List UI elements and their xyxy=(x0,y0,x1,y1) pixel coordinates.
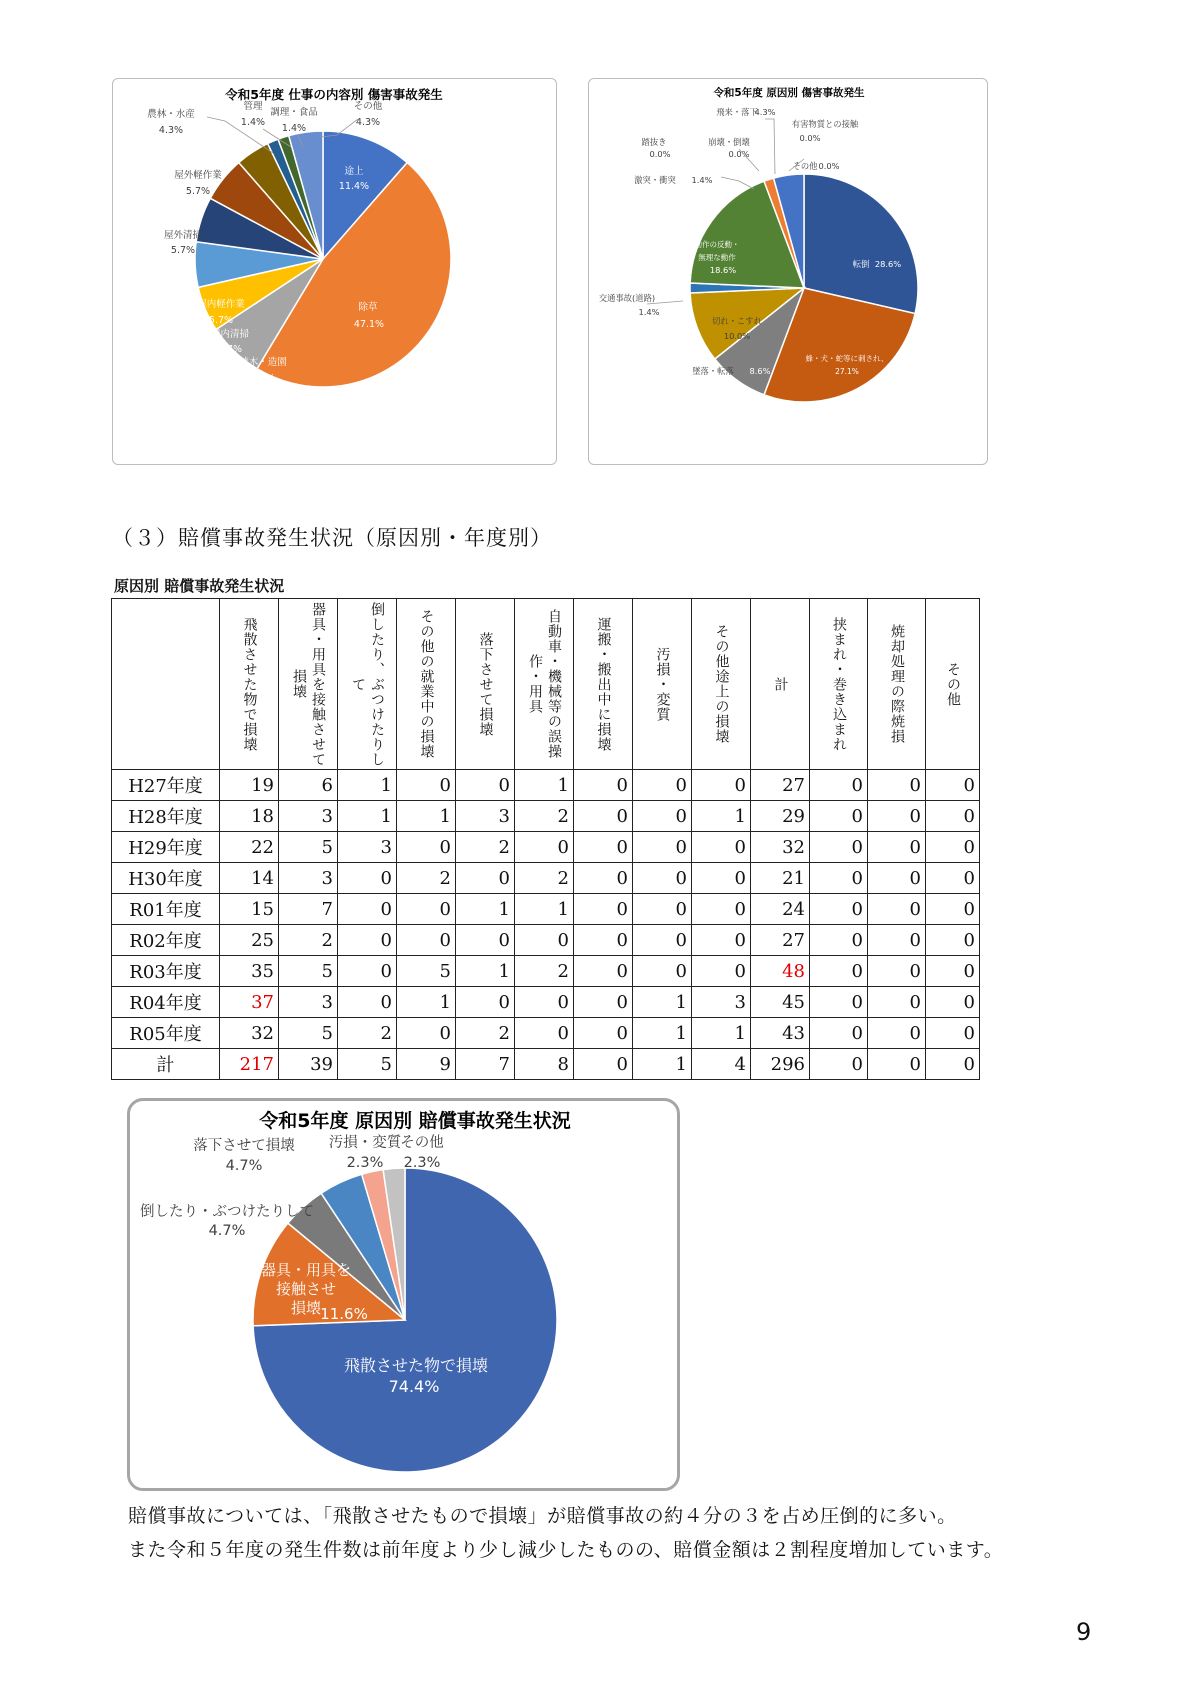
table-cell: 2 xyxy=(338,1018,397,1049)
table-cell: 1 xyxy=(456,894,515,925)
table-cell: 0 xyxy=(810,894,868,925)
table-cell: 2 xyxy=(397,863,456,894)
table-row xyxy=(112,832,980,863)
column-header xyxy=(515,599,574,770)
table-cell: 0 xyxy=(810,832,868,863)
row-label: R05年度 xyxy=(112,1018,220,1049)
table-cell: 1 xyxy=(633,1018,692,1049)
table-cell: 0 xyxy=(926,956,980,987)
value-label: 11.6% xyxy=(320,1305,368,1323)
category-label: 屋内軽作業 xyxy=(197,299,245,310)
column-header-label: 自動車・機械等の誤操作・用具 xyxy=(527,609,562,759)
table-cell: 0 xyxy=(574,894,633,925)
row-label: H28年度 xyxy=(112,801,220,832)
category-label: 墜落・転落 xyxy=(692,366,734,376)
column-header-label: 器具・用具を接触させて損壊 xyxy=(291,601,326,767)
chart-title: 令和5年度 原因別 賠償事故発生状況 xyxy=(259,1110,571,1132)
value-label: 28.6% xyxy=(874,259,902,269)
table-cell: 0 xyxy=(397,832,456,863)
table-cell: 296 xyxy=(751,1049,810,1080)
table-cell: 0 xyxy=(574,956,633,987)
table-cell: 0 xyxy=(692,894,751,925)
table-cell: 0 xyxy=(692,770,751,801)
table-cell: 5 xyxy=(279,832,338,863)
column-header-label: その他の就業中の損壊 xyxy=(418,609,435,759)
table-cell: 9 xyxy=(397,1049,456,1080)
value-label: 27.1% xyxy=(835,367,859,376)
category-label: 飛来・落下 xyxy=(716,107,758,117)
table-cell: 0 xyxy=(515,987,574,1018)
table-cell: 0 xyxy=(868,1049,926,1080)
table-cell: 0 xyxy=(338,925,397,956)
table-cell: 5 xyxy=(279,1018,338,1049)
table-cell: 0 xyxy=(574,1018,633,1049)
table-cell: 0 xyxy=(338,987,397,1018)
table-cell: 0 xyxy=(633,770,692,801)
category-label: 交通事故(道路) xyxy=(598,293,656,303)
column-header xyxy=(868,599,926,770)
column-header xyxy=(633,599,692,770)
value-label: 74.4% xyxy=(388,1377,440,1396)
table-cell: 1 xyxy=(515,770,574,801)
table-cell: 0 xyxy=(868,863,926,894)
table-cell: 0 xyxy=(810,925,868,956)
table-cell: 0 xyxy=(515,832,574,863)
column-header-label: 飛散させた物で損壊 xyxy=(241,616,258,752)
summary-line-1: 賠償事故については、「飛散させたもので損壊」が賠償事故の約４分の３を占め圧倒的に多い。 xyxy=(128,1505,957,1527)
table-cell: 0 xyxy=(456,987,515,1018)
row-label: 計 xyxy=(112,1049,220,1080)
value-label: 10.0% xyxy=(723,331,751,341)
table-cell: 25 xyxy=(220,925,279,956)
pie-chart-2 xyxy=(589,79,987,464)
table-cell: 1 xyxy=(456,956,515,987)
column-header-label: 落下させて損壊 xyxy=(477,631,494,737)
table-cell: 0 xyxy=(868,987,926,1018)
category-label: 落下させて損壊 xyxy=(193,1138,295,1154)
value-label: 2.3% xyxy=(403,1155,441,1171)
value-label: 0.0% xyxy=(799,133,821,143)
table-cell: 0 xyxy=(633,801,692,832)
table-cell: 0 xyxy=(926,801,980,832)
compensation-accident-table xyxy=(111,598,980,1080)
table-cell: 0 xyxy=(633,925,692,956)
table-row xyxy=(112,1049,980,1080)
table-cell: 0 xyxy=(692,925,751,956)
table-cell: 0 xyxy=(810,1018,868,1049)
table-cell: 0 xyxy=(810,801,868,832)
table-cell: 0 xyxy=(574,1049,633,1080)
table-cell: 0 xyxy=(397,894,456,925)
category-label: その他 xyxy=(400,1135,444,1151)
value-label: 4.3% xyxy=(158,125,184,136)
value-label: 0.0% xyxy=(818,161,840,171)
table-cell: 0 xyxy=(633,894,692,925)
corner-cell xyxy=(112,599,220,770)
table-cell: 0 xyxy=(397,1018,456,1049)
table-cell: 4 xyxy=(692,1049,751,1080)
table-cell: 1 xyxy=(397,801,456,832)
value-label: 11.4% xyxy=(338,181,370,192)
category-label: 除草 xyxy=(358,302,378,313)
category-label: 転倒 xyxy=(852,259,870,269)
table-row xyxy=(112,1018,980,1049)
table-cell: 21 xyxy=(751,863,810,894)
table-cell: 0 xyxy=(574,925,633,956)
table-cell: 27 xyxy=(751,925,810,956)
table-cell: 2 xyxy=(279,925,338,956)
table-cell: 1 xyxy=(633,1049,692,1080)
category-label: 屋外清掃 xyxy=(163,230,203,241)
column-header xyxy=(692,599,751,770)
table-row xyxy=(112,894,980,925)
table-cell: 32 xyxy=(220,1018,279,1049)
table-cell: 0 xyxy=(397,770,456,801)
table-cell: 0 xyxy=(926,1018,980,1049)
value-label: 1.4% xyxy=(240,117,266,128)
table-cell: 3 xyxy=(279,801,338,832)
category-label: 途上 xyxy=(344,166,364,177)
table-cell: 0 xyxy=(810,987,868,1018)
table-cell: 8 xyxy=(515,1049,574,1080)
category-label: 倒したり・ぶつけたりして xyxy=(140,1204,314,1220)
table-cell: 6 xyxy=(279,770,338,801)
table-cell: 3 xyxy=(456,801,515,832)
value-label: 0.0% xyxy=(728,149,750,159)
table-cell: 5 xyxy=(338,1049,397,1080)
table-cell: 24 xyxy=(751,894,810,925)
column-header-label: 計 xyxy=(772,676,789,692)
table-row xyxy=(112,987,980,1018)
table-cell: 0 xyxy=(338,956,397,987)
table-cell: 22 xyxy=(220,832,279,863)
table-row xyxy=(112,770,980,801)
value-label: 4.7% xyxy=(208,1223,246,1239)
chart-title: 令和5年度 原因別 傷害事故発生 xyxy=(713,87,865,99)
table-cell: 2 xyxy=(456,1018,515,1049)
table-cell: 0 xyxy=(868,956,926,987)
table-row xyxy=(112,863,980,894)
table-cell: 2 xyxy=(456,832,515,863)
table-cell: 32 xyxy=(751,832,810,863)
column-header xyxy=(220,599,279,770)
row-label: R04年度 xyxy=(112,987,220,1018)
category-label: その他 xyxy=(353,101,383,112)
table-cell: 27 xyxy=(751,770,810,801)
table-cell: 0 xyxy=(810,770,868,801)
table-cell: 0 xyxy=(574,801,633,832)
table-row xyxy=(112,925,980,956)
summary-line-2: また令和５年度の発生件数は前年度より少し減少したものの、賠償金額は２割程度増加しています。 xyxy=(128,1539,1004,1561)
column-header xyxy=(338,599,397,770)
category-label: 動作の反動・無理な動作 xyxy=(694,240,740,262)
table-cell: 0 xyxy=(926,770,980,801)
category-label: 管理 xyxy=(243,101,263,112)
table-cell: 0 xyxy=(456,863,515,894)
table-cell: 0 xyxy=(868,832,926,863)
value-label: 1.4% xyxy=(638,307,660,317)
category-label: 屋外軽作業 xyxy=(174,170,222,181)
value-label: 8.6% xyxy=(749,366,771,376)
table-cell: 1 xyxy=(515,894,574,925)
column-header xyxy=(456,599,515,770)
leader-line xyxy=(765,119,775,174)
table-cell: 0 xyxy=(926,987,980,1018)
column-header xyxy=(810,599,868,770)
category-label: 農林・水産 xyxy=(147,109,195,120)
value-label: 4.7% xyxy=(225,1158,263,1174)
column-header xyxy=(574,599,633,770)
table-cell: 0 xyxy=(926,925,980,956)
chart-work-type-injury xyxy=(112,78,557,465)
category-label: 汚損・変質 xyxy=(328,1135,402,1151)
table-cell: 14 xyxy=(220,863,279,894)
pie-chart-1 xyxy=(113,79,556,464)
table-cell: 0 xyxy=(810,863,868,894)
column-header-label: 焼却処理の際焼損 xyxy=(889,624,905,744)
table-cell: 2 xyxy=(515,863,574,894)
table-cell: 1 xyxy=(692,1018,751,1049)
value-label: 1.4% xyxy=(281,123,307,134)
table-cell: 5 xyxy=(397,956,456,987)
column-header-label: 倒したり、ぶつけたりして xyxy=(350,601,385,767)
category-label: 蜂・犬・蛇等に刺され、 xyxy=(805,354,889,363)
chart-title: 令和5年度 仕事の内容別 傷害事故発生 xyxy=(225,87,443,102)
table-cell: 39 xyxy=(279,1049,338,1080)
pie-chart-3 xyxy=(130,1101,677,1488)
category-label: その他 xyxy=(792,161,818,171)
category-label: 有害物質との接触 xyxy=(791,119,859,129)
table-cell: 0 xyxy=(456,925,515,956)
row-label: R02年度 xyxy=(112,925,220,956)
table-cell: 45 xyxy=(751,987,810,1018)
value-label: 4.3% xyxy=(355,117,381,128)
category-label: 崩壊・倒壊 xyxy=(708,137,750,147)
row-label: H30年度 xyxy=(112,863,220,894)
table-cell: 2 xyxy=(515,801,574,832)
table-row xyxy=(112,801,980,832)
table-cell: 0 xyxy=(926,832,980,863)
category-label: 屋内清掃 xyxy=(210,329,250,340)
table-cell: 0 xyxy=(515,925,574,956)
table-cell: 0 xyxy=(338,863,397,894)
category-label: 器具・用具を接触させ損壊 xyxy=(260,1261,352,1317)
value-label: 47.1% xyxy=(353,319,385,330)
column-header xyxy=(279,599,338,770)
value-label: 18.6% xyxy=(709,265,737,275)
table-cell: 0 xyxy=(868,770,926,801)
table-cell: 7 xyxy=(279,894,338,925)
value-label: 5.7% xyxy=(170,245,196,256)
column-header xyxy=(751,599,810,770)
table-cell: 1 xyxy=(692,801,751,832)
table-cell: 0 xyxy=(810,956,868,987)
column-header-label: 挟まれ・巻き込まれ xyxy=(831,616,847,752)
table-cell: 1 xyxy=(338,770,397,801)
table-cell: 0 xyxy=(692,956,751,987)
column-header-label: 運搬・搬出中に損壊 xyxy=(595,616,612,752)
row-label: R03年度 xyxy=(112,956,220,987)
table-cell: 1 xyxy=(633,987,692,1018)
value-label: 5.7% xyxy=(185,186,211,197)
table-cell: 0 xyxy=(574,863,633,894)
table-cell: 3 xyxy=(338,832,397,863)
table-cell: 0 xyxy=(633,956,692,987)
table-cell: 29 xyxy=(751,801,810,832)
category-label: 調理・食品 xyxy=(270,107,318,118)
row-label: H27年度 xyxy=(112,770,220,801)
row-label: H29年度 xyxy=(112,832,220,863)
category-label: 飛散させた物で損壊 xyxy=(343,1356,489,1375)
column-header-label: その他途上の損壊 xyxy=(713,624,730,744)
table-cell: 0 xyxy=(633,832,692,863)
table-cell: 0 xyxy=(456,770,515,801)
table-cell: 3 xyxy=(692,987,751,1018)
value-label: 7.1% xyxy=(250,373,276,384)
table-cell: 43 xyxy=(751,1018,810,1049)
table-cell: 48 xyxy=(751,956,810,987)
value-label: 5.7% xyxy=(208,315,234,326)
table-cell: 0 xyxy=(926,894,980,925)
value-label: 5.7% xyxy=(217,344,243,355)
table-cell: 0 xyxy=(868,1018,926,1049)
page-number: 9 xyxy=(1076,1618,1092,1646)
table-cell: 0 xyxy=(926,1049,980,1080)
table-title: 原因別 賠償事故発生状況 xyxy=(114,577,285,595)
table-cell: 0 xyxy=(574,832,633,863)
table-cell: 0 xyxy=(692,832,751,863)
table-cell: 7 xyxy=(456,1049,515,1080)
category-label: 激突・衝突 xyxy=(634,175,676,185)
table-cell: 3 xyxy=(279,987,338,1018)
value-label: 4.3% xyxy=(754,107,776,117)
table-cell: 15 xyxy=(220,894,279,925)
value-label: 0.0% xyxy=(649,149,671,159)
chart-cause-injury xyxy=(588,78,988,465)
table-cell: 0 xyxy=(397,925,456,956)
row-label: R01年度 xyxy=(112,894,220,925)
table-cell: 1 xyxy=(338,801,397,832)
column-header xyxy=(397,599,456,770)
table-cell: 0 xyxy=(338,894,397,925)
table-cell: 35 xyxy=(220,956,279,987)
column-header xyxy=(926,599,980,770)
table-cell: 5 xyxy=(279,956,338,987)
table-cell: 0 xyxy=(868,925,926,956)
table-cell: 2 xyxy=(515,956,574,987)
table-cell: 19 xyxy=(220,770,279,801)
column-header-label: その他 xyxy=(945,661,961,707)
table-cell: 0 xyxy=(633,863,692,894)
column-header-label: 汚損・変質 xyxy=(654,646,671,722)
summary-text xyxy=(128,1499,1003,1567)
category-label: 切れ・こすれ xyxy=(712,316,762,326)
value-label: 2.3% xyxy=(346,1155,384,1171)
chart-cause-compensation xyxy=(127,1098,680,1491)
table-cell: 0 xyxy=(574,770,633,801)
table-cell: 0 xyxy=(868,894,926,925)
category-label: 踏抜き xyxy=(641,137,667,147)
table-row xyxy=(112,956,980,987)
value-label: 1.4% xyxy=(691,175,713,185)
table-cell: 217 xyxy=(220,1049,279,1080)
category-label: 植木・造園 xyxy=(239,357,287,368)
table-cell: 3 xyxy=(279,863,338,894)
section-heading: （３）賠償事故発生状況（原因別・年度別） xyxy=(112,526,552,550)
table-cell: 0 xyxy=(926,863,980,894)
table-cell: 37 xyxy=(220,987,279,1018)
table-cell: 0 xyxy=(868,801,926,832)
table-cell: 0 xyxy=(515,1018,574,1049)
table-header-row xyxy=(112,599,980,770)
table-cell: 18 xyxy=(220,801,279,832)
table-cell: 0 xyxy=(810,1049,868,1080)
table-cell: 0 xyxy=(574,987,633,1018)
table-cell: 1 xyxy=(397,987,456,1018)
table-cell: 0 xyxy=(692,863,751,894)
